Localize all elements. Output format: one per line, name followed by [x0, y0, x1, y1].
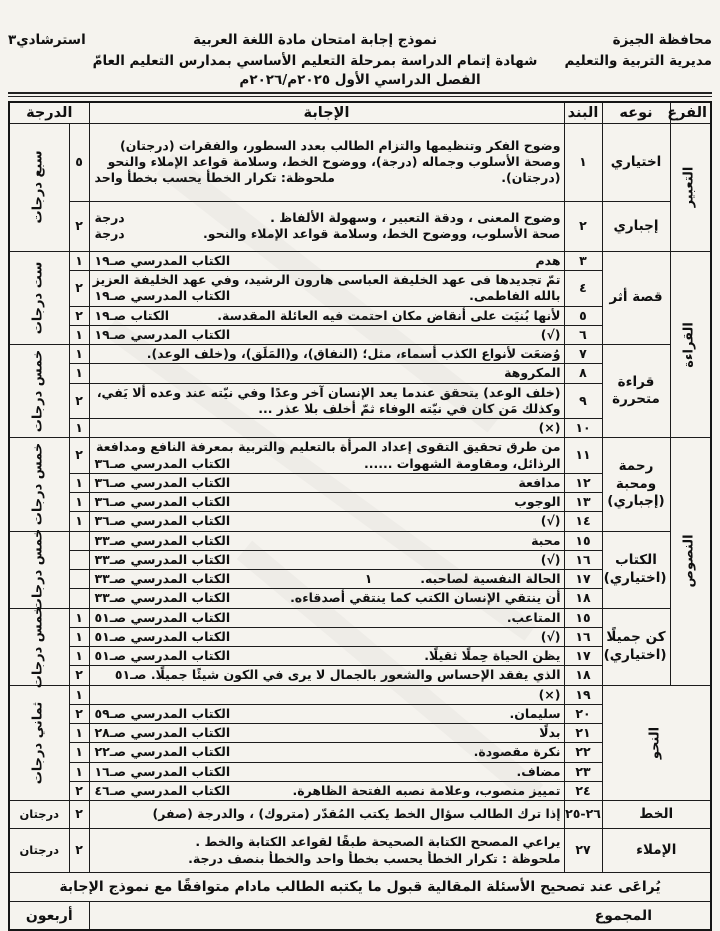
branch-cell-dictation: الإملاء	[602, 829, 711, 873]
answer-cell	[89, 829, 564, 873]
answer-cell	[89, 123, 564, 201]
group-score-label: ثماني درجات	[30, 701, 46, 785]
table-row	[9, 608, 711, 627]
type-cell-book: الكتاب (اختياري)	[602, 531, 670, 608]
answer-cell	[89, 325, 564, 344]
item-cell: ١٣	[564, 493, 602, 512]
score-cell: ٢	[69, 383, 89, 419]
answer-text: من طرق تحقيق التقوى إعداد المرأة بالتعليم والتربية بمعرفة النافع ومدافعة الرذائل، ومقاومة الشهوات ......	[96, 439, 561, 471]
answer-cell	[89, 589, 564, 608]
book-ref: الكتاب المدرسي صـ٥١	[94, 628, 231, 644]
book-ref: الكتاب المدرسي صـ٣٣	[94, 590, 231, 606]
answer-key-table	[8, 101, 712, 931]
score-cell: ٢	[69, 781, 89, 800]
general-note: يُراعَى عند تصحيح الأسئلة المقالية قبول ما يكتبه الطالب مادام متوافقًا مع نموذج الإجابة	[9, 873, 711, 902]
answer-cell	[89, 743, 564, 762]
item-cell: ٥	[564, 306, 602, 325]
book-ref: الكتاب المدرسي صـ٢٨	[94, 725, 231, 741]
score-cell: ٢	[69, 801, 89, 829]
term-line: الفصل الدراسي الأول ٢٠٢٥م/٢٠٢٦م	[239, 71, 481, 88]
book-ref: الكتاب المدرسي صـ٣٦	[94, 494, 231, 510]
item-cell: ٩	[564, 383, 602, 419]
branch-label: القراءة	[681, 321, 697, 368]
answer-cell	[89, 473, 564, 492]
item-cell: ١٢	[564, 473, 602, 492]
group-score-cell	[9, 685, 69, 801]
table-row	[9, 685, 711, 704]
guidance-tag: استرشادي٣	[8, 32, 86, 48]
answer-text: الحالة النفسية لصاحبه. ١	[364, 571, 561, 587]
answer-cell	[89, 550, 564, 569]
group-score-label: خمس درجات	[30, 528, 46, 611]
score-cell: ١	[69, 762, 89, 781]
score-cell: ١	[69, 251, 89, 270]
item-cell: ١	[564, 123, 602, 201]
item-cell: ١٩	[564, 685, 602, 704]
answer-text: (خلف الوعد) يتحقق عندما يعد الإنسان آخر وعدًا وفي نيّته عند وعده ألا يَفي، وكذلك مَن كان في نيّته الوفاء ثمّ أخلف بلا عذر ...	[96, 384, 561, 416]
answer-text: يظن الحياة حِملًا ثقيلًا.	[424, 648, 561, 664]
document-subtitle: شهادة إتمام الدراسة بمرحلة التعليم الأساسي بمدارس التعليم العامّ	[92, 52, 538, 69]
item-cell: ١٧	[564, 647, 602, 666]
score-cell: ١	[69, 627, 89, 646]
answer-cell	[89, 570, 564, 589]
answer-text: صحة الأسلوب، ووضوح الخط، وسلامة قواعد الإملاء والنحو.	[203, 226, 561, 242]
branch-label: النصوص	[681, 534, 697, 589]
item-cell: ٦	[564, 325, 602, 344]
answer-text: نكرة مقصودة.	[473, 744, 561, 760]
answer-cell	[89, 781, 564, 800]
table-row	[9, 251, 711, 270]
item-cell: ١٦	[564, 550, 602, 569]
book-ref: الكتاب صـ١٩	[94, 307, 170, 323]
item-cell: ٢	[564, 201, 602, 251]
branch-label: النحو	[647, 726, 663, 759]
score-cell: ٥	[69, 123, 89, 201]
type-cell: إجباري	[602, 201, 670, 251]
governorate: محافظة الجيزة	[612, 32, 712, 48]
score-cell	[69, 531, 89, 550]
answer-text: تمّ تجديدها فى عهد الخليفة العباسى هارون الرشيد، وفي عهد الخليفة العزيز بالله الفاطمى.	[92, 272, 561, 304]
answer-text: لأنها بُنيَت على أنقاض مكان احتمت فيه العائلة المقدسة.	[217, 307, 561, 323]
table-row	[9, 829, 711, 873]
answer-cell	[89, 251, 564, 270]
total-label: المجموع	[89, 902, 711, 931]
document-title: نموذج إجابة امتحان مادة اللغة العربية	[192, 32, 438, 48]
table-row	[9, 801, 711, 829]
header-row	[9, 102, 711, 124]
answer-cell	[89, 627, 564, 646]
col-header-item: البند	[564, 102, 602, 124]
type-cell-mercy: رحمة ومحبة (إجباري)	[602, 438, 670, 531]
book-ref: الكتاب المدرسي صـ٣٣	[94, 551, 231, 567]
score-cell: ١	[69, 685, 89, 704]
group-score-label: خمس درجات	[30, 443, 46, 526]
answer-cell	[89, 419, 564, 438]
answer-cell	[89, 762, 564, 781]
answer-mark: درجة	[94, 226, 125, 242]
answer-note: ملحوظة: تكرار الخطأ يحسب بخطأ واحد	[94, 170, 335, 186]
col-header-grade: الدرجة	[9, 102, 89, 124]
book-ref: الكتاب المدرسي صـ٣٦	[94, 513, 231, 529]
group-score-label: خمس درجات	[30, 605, 46, 688]
score-cell: ١	[69, 608, 89, 627]
col-header-answer: الإجابة	[89, 102, 564, 124]
table-row	[9, 345, 711, 364]
branch-cell-reading	[670, 251, 711, 438]
answer-cell	[89, 608, 564, 627]
col-header-branch: الفرع	[670, 102, 711, 124]
item-cell: ٢١	[564, 724, 602, 743]
answer-text: المتاعب.	[506, 609, 561, 625]
answer-cell	[89, 493, 564, 512]
answer-cell	[89, 647, 564, 666]
branch-cell-texts	[670, 438, 711, 685]
item-cell: ٢٢	[564, 743, 602, 762]
item-cell: ١١	[564, 438, 602, 474]
branch-cell-expression	[670, 123, 711, 251]
answer-text: الذي يفقد الإحساس والشعور بالجمال لا يرى في الكون شيئًا جميلًا. صـ٥١	[114, 667, 561, 683]
group-score-label: خمس درجات	[30, 349, 46, 433]
item-cell: ١٧	[564, 570, 602, 589]
book-ref: الكتاب المدرسي صـ٤٦	[94, 782, 231, 798]
item-cell: ٨	[564, 364, 602, 383]
item-cell: ٢٧	[564, 829, 602, 873]
score-cell: ٢	[69, 306, 89, 325]
book-ref: الكتاب المدرسي صـ١٦	[94, 763, 231, 779]
group-score-cell	[9, 123, 69, 251]
answer-cell	[89, 345, 564, 364]
book-ref: الكتاب المدرسي صـ٥١	[94, 648, 231, 664]
item-cell: ١٨	[564, 589, 602, 608]
score-cell: ١	[69, 325, 89, 344]
item-cell: ٢٠	[564, 704, 602, 723]
answer-check: (√)	[540, 326, 561, 342]
answer-cell	[89, 531, 564, 550]
type-cell-be-beautiful: كن جميلًا (اختياري)	[602, 608, 670, 685]
table-row	[9, 438, 711, 474]
answer-check: (√)	[540, 628, 561, 644]
branch-label: التعبير	[681, 167, 697, 208]
group-score-cell	[9, 528, 69, 611]
book-ref: الكتاب المدرسي صـ٥١	[94, 609, 231, 625]
answer-cell	[89, 724, 564, 743]
answer-text: محبة	[531, 532, 561, 548]
book-ref: الكتاب المدرسي صـ١٩	[94, 326, 231, 342]
col-header-type: نوعه	[602, 102, 670, 124]
score-cell: ١	[69, 493, 89, 512]
item-cell: ١٨	[564, 666, 602, 685]
answer-cell	[89, 438, 564, 474]
score-cell: ١	[69, 345, 89, 364]
type-cell-story: قصة أثر	[602, 251, 670, 344]
answer-cross: (×)	[538, 420, 561, 436]
item-cell: ٢٦-٢٥	[564, 801, 602, 829]
item-cell: ١٠	[564, 419, 602, 438]
table-row	[9, 531, 711, 550]
group-score-label: ست درجات	[30, 261, 46, 335]
answer-text: المكروهة	[504, 365, 561, 381]
item-cell: ١٤	[564, 512, 602, 531]
answer-text: وُضعَت لأنواع الكذب أسماء، مثل؛ (النفاق)، و(المَلَق)، و(خلف الوعد).	[146, 346, 561, 362]
answer-cell	[89, 271, 564, 307]
answer-text: إذا ترك الطالب سؤال الخط يكتب المُقدّر (متروك) ، والدرجة (صفر)	[152, 806, 561, 822]
branch-cell-handwriting: الخط	[602, 801, 711, 829]
group-score-cell	[9, 251, 69, 344]
score-cell: ٢	[69, 201, 89, 251]
score-cell: ٢	[69, 438, 89, 474]
answer-check: (√)	[540, 513, 561, 529]
answer-cross: (×)	[538, 686, 561, 702]
item-cell: ٢٤	[564, 781, 602, 800]
answer-cell	[89, 364, 564, 383]
item-cell: ٧	[564, 345, 602, 364]
answer-text: الوجوب	[514, 494, 561, 510]
item-cell: ٣	[564, 251, 602, 270]
answer-text: أن ينتقي الإنسان الكتب كما ينتقي أصدقاءه.	[290, 590, 561, 606]
score-cell	[69, 589, 89, 608]
answer-text: وضوح الفكر وتنظيمها والتزام الطالب بعدد السطور، والفقرات (درجتان) وصحة الأسلوب وجماله (درجة)، ووضوح الخط، وسلامة قواعد الإملاء والنحو (درجتان).	[107, 137, 561, 186]
book-ref: الكتاب المدرسي صـ١٩	[94, 252, 231, 268]
answer-note: ملحوظة : تكرار الخطأ يحسب بخطأ واحد والخطأ بنصف درجة.	[188, 850, 561, 866]
group-score-label: سبع درجات	[30, 150, 46, 224]
answer-text: وضوح المعنى ، ودقة التعبير ، وسهولة الألفاظ .	[270, 210, 561, 226]
score-cell: ٢	[69, 829, 89, 873]
answer-text: مضاف.	[516, 763, 561, 779]
book-ref: الكتاب المدرسي صـ٥٩	[94, 705, 231, 721]
table-row	[9, 123, 711, 201]
header-divider	[8, 92, 712, 97]
score-cell	[69, 570, 89, 589]
answer-text: بدلًا	[539, 725, 561, 741]
group-score-cell: درجتان	[9, 829, 69, 873]
score-cell: ١	[69, 473, 89, 492]
answer-text: سليمان.	[509, 705, 561, 721]
directorate: مديرية التربية والتعليم	[564, 52, 712, 69]
answer-cell	[89, 666, 564, 685]
answer-cell	[89, 512, 564, 531]
total-value: أربعون	[9, 902, 89, 931]
answer-cell	[89, 306, 564, 325]
book-ref: الكتاب المدرسي صـ٣٦	[94, 474, 231, 490]
table-row	[9, 201, 711, 251]
answer-check: (√)	[540, 551, 561, 567]
item-cell: ٤	[564, 271, 602, 307]
book-ref: الكتاب المدرسي صـ٣٦	[94, 455, 231, 471]
answer-cell	[89, 704, 564, 723]
answer-text: يراعي المصحح الكتابة الصحيحة طبقًا لقواعد الكتابة والخط .	[195, 834, 561, 850]
answer-cell	[89, 201, 564, 251]
answer-mark: درجة	[94, 210, 125, 226]
item-cell: ٢٣	[564, 762, 602, 781]
item-cell: ١٥	[564, 608, 602, 627]
score-cell: ١	[69, 724, 89, 743]
item-cell: ١٦	[564, 627, 602, 646]
score-cell: ١	[69, 647, 89, 666]
group-score-cell	[9, 438, 69, 531]
type-cell: اختياري	[602, 123, 670, 201]
score-cell: ١	[69, 364, 89, 383]
answer-cell	[89, 685, 564, 704]
document-header	[8, 30, 712, 72]
answer-text: تمييز منصوب، وعلامة نصبه الفتحة الظاهرة.	[292, 782, 561, 798]
branch-cell-grammar	[602, 685, 711, 801]
score-cell: ٢	[69, 704, 89, 723]
score-cell: ١	[69, 512, 89, 531]
group-score-cell	[9, 605, 69, 688]
answer-cell	[89, 801, 564, 829]
group-score-cell	[9, 345, 69, 438]
book-ref: الكتاب المدرسي صـ٣٣	[94, 571, 231, 587]
answer-text: هدم	[535, 252, 561, 268]
book-ref: الكتاب المدرسي صـ٣٣	[94, 532, 231, 548]
general-note-row	[9, 873, 711, 902]
score-cell: ٢	[69, 666, 89, 685]
book-ref: الكتاب المدرسي صـ١٩	[94, 288, 231, 304]
score-cell: ٢	[69, 271, 89, 307]
type-cell-free-reading: قراءة متحررة	[602, 345, 670, 438]
book-ref: الكتاب المدرسي صـ٢٢	[94, 744, 231, 760]
answer-text: مدافعة	[518, 474, 561, 490]
item-cell: ١٥	[564, 531, 602, 550]
score-cell: ١	[69, 743, 89, 762]
group-score-cell: درجتان	[9, 801, 69, 829]
score-cell	[69, 550, 89, 569]
score-cell: ١	[69, 419, 89, 438]
total-row	[9, 902, 711, 931]
answer-cell	[89, 383, 564, 419]
